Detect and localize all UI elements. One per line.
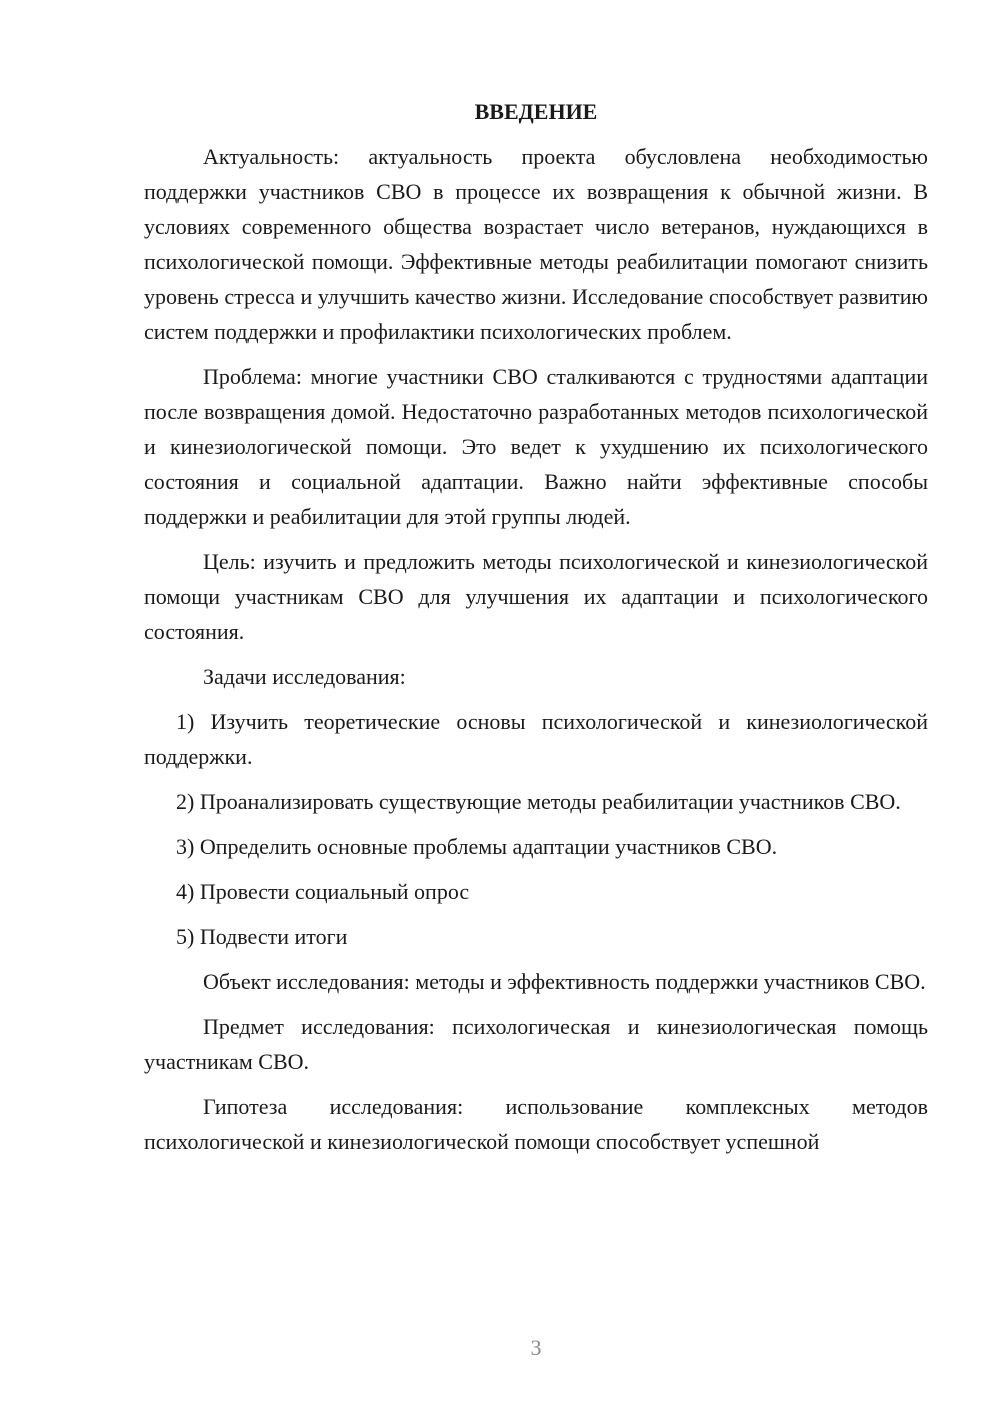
page-number: 3 — [530, 1335, 542, 1360]
tasks-list — [144, 704, 928, 954]
tasks-heading: Задачи исследования: — [203, 664, 406, 689]
paragraph-hypothesis: Гипотеза исследования: использование комплексных методов психологической и кинезиологической помощи способствует успешной — [144, 1094, 928, 1154]
paragraph-goal: Цель: изучить и предложить методы психологической и кинезиологической помощи участникам СВО для улучшения их адаптации и психологического состояния. — [144, 549, 928, 644]
paragraph-subject: Предмет исследования: психологическая и кинезиологическая помощь участникам СВО. — [144, 1014, 928, 1074]
list-item: 1) Изучить теоретические основы психологической и кинезиологической поддержки. — [144, 709, 928, 769]
paragraph-problem: Проблема: многие участники СВО сталкиваются с трудностями адаптации после возвращения домой. Недостаточно разработанных методов психологической и кинезиологической помощи. Это ведет к ухудшению их психологического состояния и социальной адаптации. Важно найти эффективные способы поддержки и реабилитации для этой группы людей. — [144, 364, 928, 529]
page-content — [144, 94, 928, 1169]
list-item: 3) Определить основные проблемы адаптации участников СВО. — [176, 834, 778, 859]
list-item: 2) Проанализировать существующие методы реабилитации участников СВО. — [176, 789, 901, 814]
paragraph-relevance: Актуальность: актуальность проекта обусловлена необходимостью поддержки участников СВО в процессе их возвращения к обычной жизни. В условиях современного общества возрастает число ветеранов, нуждающихся в психологической помощи. Эффективные методы реабилитации помогают снизить уровень стресса и улучшить качество жизни. Исследование способствует развитию систем поддержки и профилактики психологических проблем. — [144, 144, 928, 344]
paragraph-object: Объект исследования: методы и эффективность поддержки участников СВО. — [203, 969, 926, 994]
list-item: 5) Подвести итоги — [176, 924, 348, 949]
list-item: 4) Провести социальный опрос — [176, 879, 470, 904]
section-title: ВВЕДЕНИЕ — [474, 99, 598, 124]
